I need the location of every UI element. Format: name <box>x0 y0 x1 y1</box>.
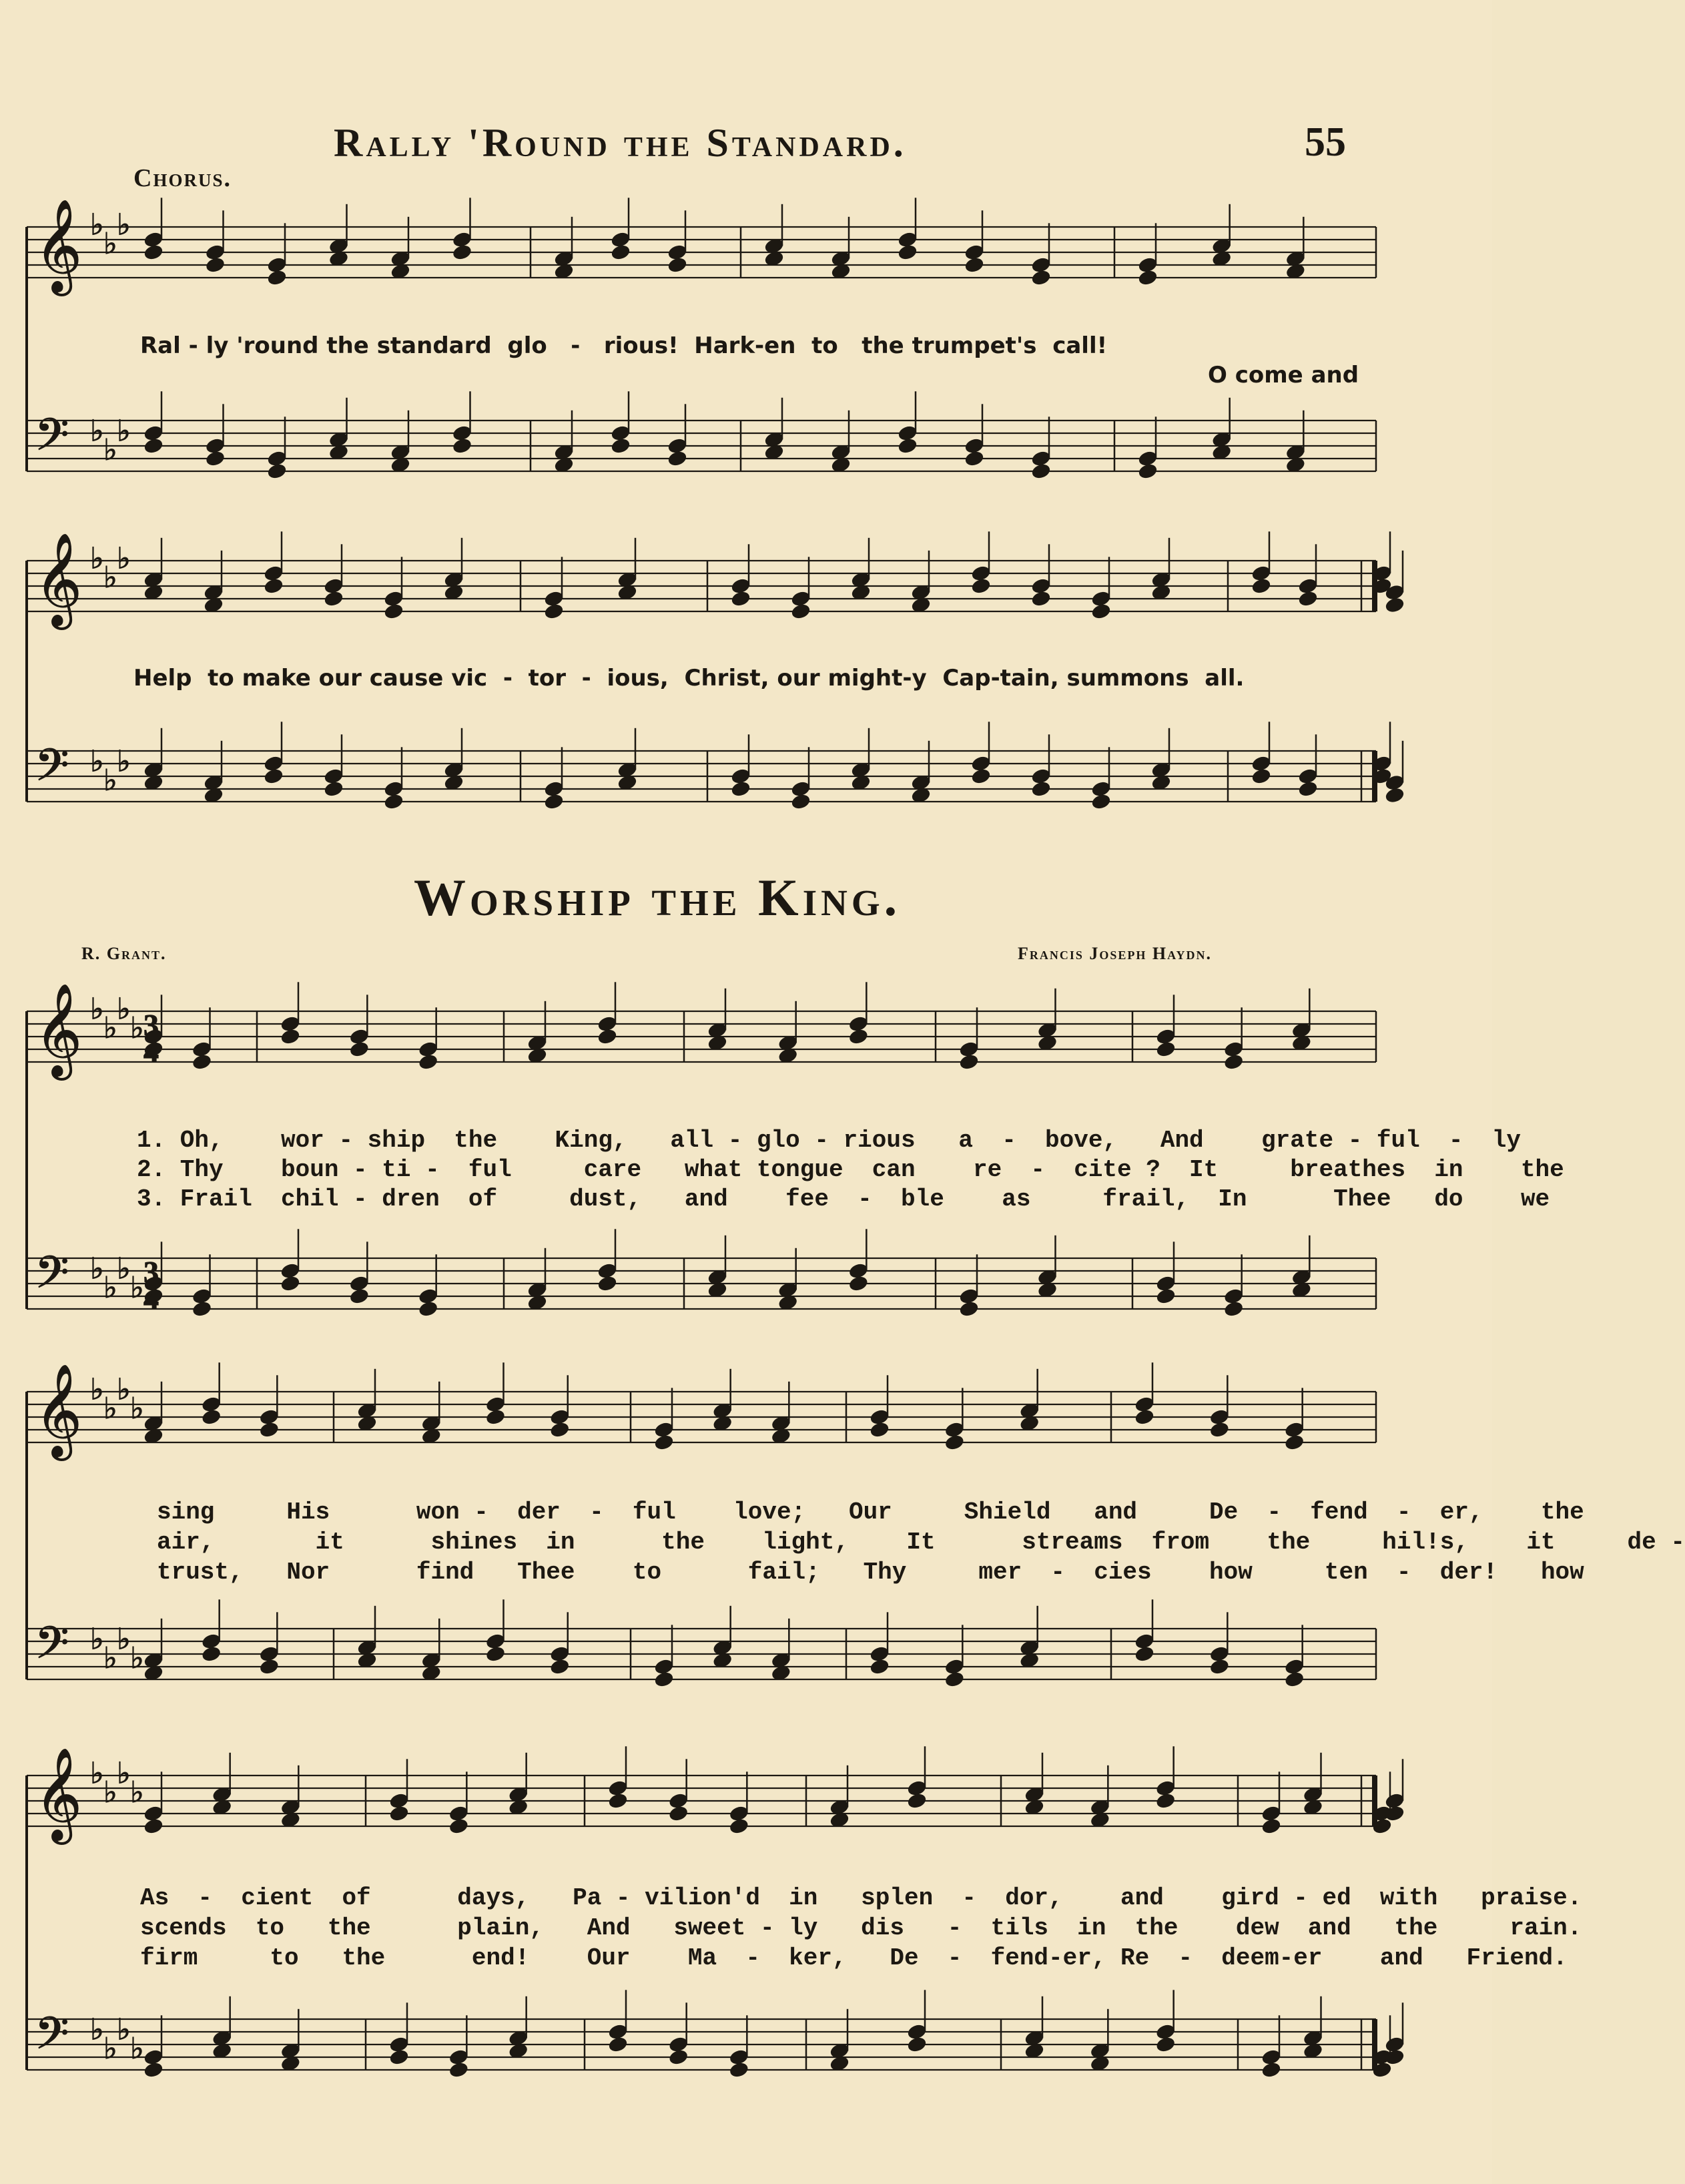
note-head <box>959 1053 980 1071</box>
hymn-row3-verse2: scends to the plain, And sweet - ly dis - tils in the dew and the rain. <box>140 1914 1582 1942</box>
note-head <box>654 1671 675 1688</box>
note-head <box>611 437 631 455</box>
treble-clef-icon: 𝄞 <box>35 1747 82 1841</box>
note-head <box>452 437 472 455</box>
chorus-label: Chorus. <box>133 164 232 192</box>
note-head <box>324 577 344 595</box>
note-head <box>898 244 918 261</box>
note-head <box>389 2049 410 2066</box>
page-number: 55 <box>1305 119 1346 165</box>
note-head <box>1209 1645 1230 1663</box>
note-head <box>452 425 472 442</box>
hymn-row2-verse3: trust, Nor find Thee to fail; Thy mer - cies how ten - der! how <box>157 1559 1584 1586</box>
note-head <box>1091 590 1112 607</box>
note-head <box>1385 787 1405 804</box>
note-head <box>964 450 985 467</box>
note-head <box>667 437 688 455</box>
time-signature-top: 3 <box>143 1008 159 1042</box>
note-head <box>1138 463 1158 480</box>
note-head <box>611 231 631 248</box>
flat-sign-icon: ♭ <box>117 992 131 1027</box>
note-head <box>1031 269 1052 286</box>
note-head <box>848 1028 869 1045</box>
rally-lyric-line-2: Help to make our cause vic - tor - ious, Christ, our might-y Cap-tain, summons all. <box>133 665 1245 692</box>
note-head <box>143 2049 164 2066</box>
hymn-title: Worship the King. <box>414 868 902 926</box>
note-head <box>324 590 344 607</box>
note-head <box>267 269 288 286</box>
note-head <box>1209 1408 1230 1426</box>
note-head <box>1155 1780 1176 1797</box>
bass-clef-icon: 𝄢 <box>35 1247 69 1309</box>
flat-sign-icon: ♭ <box>90 992 104 1027</box>
note-head <box>549 1421 570 1438</box>
note-head <box>611 244 631 261</box>
note-head <box>611 425 631 442</box>
note-head <box>192 1288 212 1305</box>
note-head <box>201 1396 222 1413</box>
flat-sign-icon: ♭ <box>130 1775 144 1810</box>
note-head <box>349 1288 370 1305</box>
hymn-row2-verse1: sing His won - der - ful love; Our Shield and De - fend - er, the <box>157 1498 1584 1526</box>
note-head <box>143 231 164 248</box>
note-head <box>389 1805 410 1822</box>
note-head <box>1251 768 1272 785</box>
note-head <box>1251 755 1272 772</box>
hymn-row1-verse3: 3. Frail chil - dren of dust, and fee - ble as frail, In Thee do we <box>137 1185 1550 1213</box>
flat-sign-icon: ♭ <box>90 414 104 449</box>
note-head <box>264 565 284 582</box>
note-head <box>597 1262 618 1280</box>
note-head <box>418 1288 438 1305</box>
note-head <box>205 450 226 467</box>
note-head <box>280 1028 301 1045</box>
note-head <box>1156 1028 1176 1045</box>
note-head <box>848 1262 869 1280</box>
hymn-row2-verse2: air, it shines in the light, It streams from the hil!s, it de - <box>157 1529 1685 1556</box>
hymn-row3-verse1: As - cient of days, Pa - vilion'd in splen - dor, and gird - ed with praise. <box>140 1884 1582 1912</box>
note-head <box>544 590 565 607</box>
note-head <box>205 437 226 455</box>
note-head <box>324 768 344 785</box>
flat-sign-icon: ♭ <box>117 541 131 576</box>
note-head <box>944 1658 965 1675</box>
note-head <box>1091 603 1112 620</box>
note-head <box>1155 1792 1176 1810</box>
note-head <box>384 793 404 810</box>
flat-sign-icon: ♭ <box>103 560 117 595</box>
note-head <box>452 244 472 261</box>
note-head <box>205 256 226 274</box>
note-head <box>1298 768 1319 785</box>
note-head <box>1284 1658 1305 1675</box>
note-head <box>870 1645 890 1663</box>
flat-sign-icon: ♭ <box>90 2012 104 2047</box>
note-head <box>944 1671 965 1688</box>
note-head <box>1223 1053 1244 1071</box>
note-head <box>731 577 751 595</box>
note-head <box>1261 2049 1282 2066</box>
note-head <box>597 1015 618 1033</box>
note-head <box>964 437 985 455</box>
note-head <box>418 1041 438 1058</box>
note-head <box>944 1421 965 1438</box>
time-signature-bottom: 4 <box>143 1035 159 1069</box>
note-head <box>731 590 751 607</box>
note-head <box>267 463 288 480</box>
note-head <box>418 1300 438 1318</box>
flat-sign-icon: ♭ <box>90 1252 104 1286</box>
note-head <box>654 1658 675 1675</box>
flat-sign-icon: ♭ <box>130 2031 144 2066</box>
note-head <box>448 1805 469 1822</box>
flat-sign-icon: ♭ <box>90 744 104 779</box>
note-head <box>448 2061 469 2079</box>
note-head <box>205 244 226 261</box>
note-head <box>485 1645 506 1663</box>
note-head <box>608 2023 629 2040</box>
note-head <box>280 1262 301 1280</box>
flat-sign-icon: ♭ <box>103 1775 117 1810</box>
note-head <box>1155 2036 1176 2053</box>
note-head <box>267 256 288 274</box>
flat-sign-icon: ♭ <box>117 1252 131 1286</box>
note-head <box>1156 1275 1176 1292</box>
flat-sign-icon: ♭ <box>103 1270 117 1305</box>
note-head <box>485 1633 506 1650</box>
note-head <box>1385 1792 1405 1810</box>
note-head <box>1134 1633 1155 1650</box>
flat-sign-icon: ♭ <box>130 1011 144 1045</box>
note-head <box>264 577 284 595</box>
note-head <box>870 1658 890 1675</box>
note-head <box>448 1818 469 1835</box>
note-head <box>389 1792 410 1810</box>
note-head <box>1138 269 1158 286</box>
bass-clef-icon: 𝄢 <box>35 409 69 471</box>
note-head <box>143 437 164 455</box>
treble-clef-icon: 𝄞 <box>35 983 82 1077</box>
note-head <box>384 603 404 620</box>
note-head <box>349 1028 370 1045</box>
note-head <box>791 780 811 798</box>
note-head <box>1155 2023 1176 2040</box>
note-head <box>1385 597 1405 614</box>
flat-sign-icon: ♭ <box>130 1641 144 1675</box>
time-signature-bottom: 4 <box>143 1282 159 1316</box>
note-head <box>1138 450 1158 467</box>
flat-sign-icon: ♭ <box>117 1756 131 1791</box>
flat-sign-icon: ♭ <box>90 1622 104 1657</box>
flat-sign-icon: ♭ <box>130 1391 144 1426</box>
note-head <box>907 1780 928 1797</box>
note-head <box>971 755 992 772</box>
note-head <box>418 1053 438 1071</box>
note-head <box>944 1434 965 1451</box>
note-head <box>898 231 918 248</box>
flat-sign-icon: ♭ <box>130 1270 144 1305</box>
note-head <box>384 590 404 607</box>
note-head <box>964 244 985 261</box>
note-head <box>1298 590 1319 607</box>
note-head <box>267 450 288 467</box>
flat-sign-icon: ♭ <box>90 541 104 576</box>
flat-sign-icon: ♭ <box>117 1372 131 1407</box>
note-head <box>1223 1300 1244 1318</box>
note-head <box>907 2023 928 2040</box>
note-head <box>731 768 751 785</box>
note-head <box>1138 256 1158 274</box>
note-head <box>201 1633 222 1650</box>
note-head <box>971 565 992 582</box>
note-head <box>1091 793 1112 810</box>
note-head <box>654 1421 675 1438</box>
note-head <box>964 256 985 274</box>
note-head <box>1209 1421 1230 1438</box>
note-head <box>549 1658 570 1675</box>
note-head <box>729 2061 749 2079</box>
bass-clef-icon: 𝄢 <box>35 1617 69 1679</box>
note-head <box>729 1818 749 1835</box>
note-head <box>259 1421 280 1438</box>
note-head <box>201 1645 222 1663</box>
flat-sign-icon: ♭ <box>90 1372 104 1407</box>
flat-sign-icon: ♭ <box>117 208 131 242</box>
note-head <box>1385 2036 1405 2053</box>
note-head <box>349 1041 370 1058</box>
note-head <box>667 256 688 274</box>
note-head <box>1251 565 1272 582</box>
note-head <box>1261 1805 1282 1822</box>
note-head <box>971 768 992 785</box>
note-head <box>907 1792 928 1810</box>
hymn-row1-verse2: 2. Thy boun - ti - ful care what tongue can re - cite ? It breathes in the <box>137 1156 1564 1183</box>
flat-sign-icon: ♭ <box>103 1391 117 1426</box>
bass-clef-icon: 𝄢 <box>35 2008 69 2070</box>
note-head <box>264 768 284 785</box>
hymn-row1-verse1: 1. Oh, wor - ship the King, all - glo - rious a - bove, And grate - ful - ly <box>137 1127 1521 1154</box>
note-head <box>452 231 472 248</box>
flat-sign-icon: ♭ <box>103 1641 117 1675</box>
note-head <box>448 2049 469 2066</box>
note-head <box>668 2036 689 2053</box>
flat-sign-icon: ♭ <box>117 744 131 779</box>
flat-sign-icon: ♭ <box>103 1011 117 1045</box>
note-head <box>1261 1818 1282 1835</box>
note-head <box>791 793 811 810</box>
note-head <box>971 577 992 595</box>
note-head <box>668 1792 689 1810</box>
note-head <box>608 1780 629 1797</box>
note-head <box>1156 1041 1176 1058</box>
note-head <box>1156 1288 1176 1305</box>
flat-sign-icon: ♭ <box>103 2031 117 2066</box>
note-head <box>1134 1396 1155 1413</box>
note-head <box>544 780 565 798</box>
running-title: Rally 'Round the Standard. <box>334 121 907 165</box>
flat-sign-icon: ♭ <box>103 763 117 798</box>
composer-credit: Francis Joseph Haydn. <box>1018 944 1212 963</box>
note-head <box>870 1421 890 1438</box>
note-head <box>1298 780 1319 798</box>
treble-clef-icon: 𝄞 <box>35 1364 82 1457</box>
note-head <box>1031 590 1052 607</box>
note-head <box>1251 577 1272 595</box>
note-head <box>959 1041 980 1058</box>
note-head <box>485 1396 506 1413</box>
note-head <box>870 1408 890 1426</box>
note-head <box>1031 768 1052 785</box>
note-head <box>192 1300 212 1318</box>
note-head <box>143 425 164 442</box>
bass-clef-icon: 𝄢 <box>35 740 69 802</box>
note-head <box>384 780 404 798</box>
note-head <box>349 1275 370 1292</box>
note-head <box>608 2036 629 2053</box>
note-head <box>192 1053 212 1071</box>
note-head <box>544 603 565 620</box>
note-head <box>324 780 344 798</box>
note-head <box>1031 780 1052 798</box>
note-head <box>280 1015 301 1033</box>
flat-sign-icon: ♭ <box>103 226 117 261</box>
note-head <box>654 1434 675 1451</box>
note-head <box>1223 1041 1244 1058</box>
note-head <box>597 1275 618 1292</box>
note-head <box>143 1818 164 1835</box>
flat-sign-icon: ♭ <box>117 2012 131 2047</box>
note-head <box>549 1645 570 1663</box>
note-head <box>667 244 688 261</box>
note-head <box>264 755 284 772</box>
note-head <box>259 1645 280 1663</box>
note-head <box>259 1658 280 1675</box>
note-head <box>1298 577 1319 595</box>
note-head <box>1223 1288 1244 1305</box>
note-head <box>201 1408 222 1426</box>
treble-clef-icon: 𝄞 <box>35 533 82 626</box>
note-head <box>848 1015 869 1033</box>
note-head <box>143 2061 164 2079</box>
flat-sign-icon: ♭ <box>117 1622 131 1657</box>
note-head <box>959 1288 980 1305</box>
note-head <box>143 244 164 261</box>
flat-sign-icon: ♭ <box>90 1756 104 1791</box>
note-head <box>608 1792 629 1810</box>
note-head <box>485 1408 506 1426</box>
note-head <box>1134 1408 1155 1426</box>
note-head <box>791 603 811 620</box>
hymn-row3-verse3: firm to the end! Our Ma - ker, De - fend-er, Re - deem-er and Friend. <box>140 1944 1568 1972</box>
note-head <box>907 2036 928 2053</box>
note-head <box>544 793 565 810</box>
note-head <box>959 1300 980 1318</box>
note-head <box>1261 2061 1282 2079</box>
note-head <box>1209 1658 1230 1675</box>
note-head <box>259 1408 280 1426</box>
treble-clef-icon: 𝄞 <box>35 199 82 292</box>
note-head <box>729 1805 749 1822</box>
rally-lyric-line-1: Ral - ly 'round the standard glo - rious! Hark-en to the trumpet's call! <box>140 332 1108 359</box>
note-head <box>1091 780 1112 798</box>
note-head <box>898 425 918 442</box>
note-head <box>1031 256 1052 274</box>
note-head <box>549 1408 570 1426</box>
note-head <box>1284 1671 1305 1688</box>
note-head <box>1134 1645 1155 1663</box>
note-head <box>1031 463 1052 480</box>
note-head <box>1284 1434 1305 1451</box>
rally-lyric-cue: O come and <box>1208 362 1359 388</box>
note-head <box>1031 577 1052 595</box>
note-head <box>731 780 751 798</box>
time-signature-top: 3 <box>143 1255 159 1289</box>
note-head <box>597 1028 618 1045</box>
note-head <box>1031 450 1052 467</box>
flat-sign-icon: ♭ <box>103 433 117 467</box>
note-head <box>729 2049 749 2066</box>
note-head <box>143 1805 164 1822</box>
note-head <box>192 1041 212 1058</box>
note-head <box>668 2049 689 2066</box>
note-head <box>389 2036 410 2053</box>
note-head <box>791 590 811 607</box>
note-head <box>667 450 688 467</box>
flat-sign-icon: ♭ <box>90 208 104 242</box>
note-head <box>668 1805 689 1822</box>
note-head <box>898 437 918 455</box>
note-head <box>848 1275 869 1292</box>
note-head <box>280 1275 301 1292</box>
note-head <box>1284 1421 1305 1438</box>
lyricist-credit: R. Grant. <box>81 944 167 963</box>
flat-sign-icon: ♭ <box>117 414 131 449</box>
